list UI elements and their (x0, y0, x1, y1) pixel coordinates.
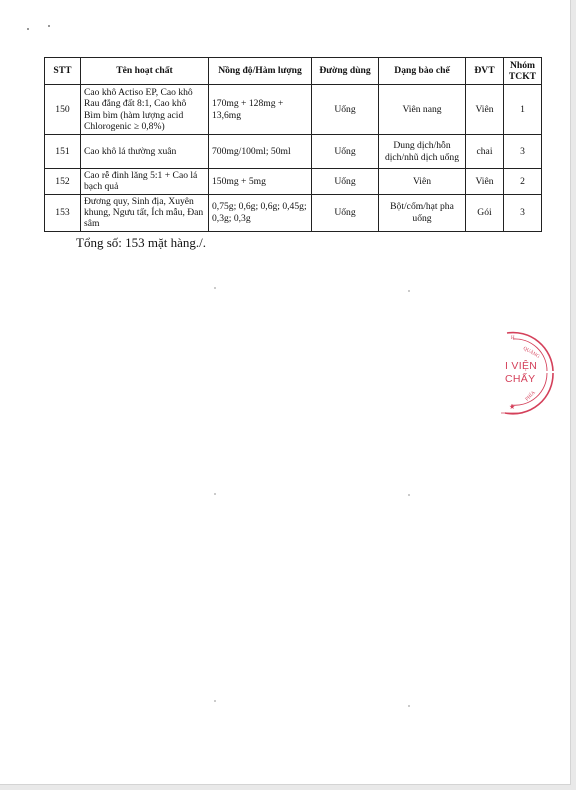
col-header-stt: STT (45, 58, 81, 85)
cell-nong-do: 0,75g; 0,6g; 0,6g; 0,45g; 0,3g; 0,3g (209, 194, 312, 231)
col-header-dvt: ĐVT (466, 58, 504, 85)
scan-mark (408, 705, 410, 707)
table-row (45, 169, 542, 195)
cell-nong-do: 700mg/100ml; 50ml (209, 135, 312, 169)
cell-duong-dung: Uống (312, 169, 379, 195)
cell-stt: 151 (45, 135, 81, 169)
stamp-text-line2: CHẤY (505, 373, 536, 385)
table-header-row (45, 58, 542, 85)
scan-mark (408, 494, 410, 496)
cell-nhom: 2 (504, 169, 542, 195)
cell-nong-do: 150mg + 5mg (209, 169, 312, 195)
stamp-text-line1: I VIỆN (505, 360, 538, 372)
total-count-text: Tổng số: 153 mặt hàng./. (76, 235, 206, 250)
table-row (45, 194, 542, 231)
cell-duong-dung: Uống (312, 194, 379, 231)
drug-table (44, 57, 542, 232)
svg-text:QUẢNG: QUẢNG (522, 346, 541, 360)
cell-dvt: Gói (466, 194, 504, 231)
svg-text:★: ★ (509, 403, 516, 411)
table-row (45, 85, 542, 135)
cell-dang-bao-che: Viên nang (379, 85, 466, 135)
scan-mark (408, 290, 410, 292)
cell-ten-hoat-chat: Cao rễ đinh lăng 5:1 + Cao lá bạch quả (81, 169, 209, 195)
scan-mark (214, 700, 216, 702)
cell-duong-dung: Uống (312, 135, 379, 169)
col-header-nong-do: Nồng độ/Hàm lượng (209, 58, 312, 85)
svg-text:H: H (511, 336, 515, 341)
col-header-duong-dung: Đường dùng (312, 58, 379, 85)
cell-dang-bao-che: Dung dịch/hỗn dịch/nhũ dịch uống (379, 135, 466, 169)
cell-dvt: Viên (466, 169, 504, 195)
cell-duong-dung: Uống (312, 85, 379, 135)
col-header-ten-hoat-chat: Tên hoạt chất (81, 58, 209, 85)
cell-nhom: 3 (504, 194, 542, 231)
cell-nhom: 1 (504, 85, 542, 135)
cell-ten-hoat-chat: Cao khô lá thường xuân (81, 135, 209, 169)
table-row (45, 135, 542, 169)
official-stamp (497, 327, 557, 417)
scan-mark (27, 28, 29, 30)
scan-mark (214, 287, 216, 289)
cell-stt: 152 (45, 169, 81, 195)
cell-dang-bao-che: Viên (379, 169, 466, 195)
cell-dvt: Viên (466, 85, 504, 135)
col-header-dang-bao-che: Dạng bào chế (379, 58, 466, 85)
col-header-nhom: Nhóm TCKT (504, 58, 542, 85)
cell-stt: 150 (45, 85, 81, 135)
cell-ten-hoat-chat: Cao khô Actiso EP, Cao khô Rau đắng đất 8:1, Cao khô Bìm bìm (hàm lượng acid Chlorogenic ≥ 0,8%) (81, 85, 209, 135)
cell-stt: 153 (45, 194, 81, 231)
svg-text:PHÍA: PHÍA (524, 390, 537, 403)
cell-dang-bao-che: Bột/cốm/hạt pha uống (379, 194, 466, 231)
scan-mark (214, 493, 216, 495)
scan-mark (48, 25, 50, 27)
cell-nhom: 3 (504, 135, 542, 169)
cell-ten-hoat-chat: Đương quy, Sinh địa, Xuyên khung, Ngưu tất, Ích mẫu, Đan sâm (81, 194, 209, 231)
stamp-seal-icon (497, 327, 557, 417)
cell-dvt: chai (466, 135, 504, 169)
cell-nong-do: 170mg + 128mg + 13,6mg (209, 85, 312, 135)
